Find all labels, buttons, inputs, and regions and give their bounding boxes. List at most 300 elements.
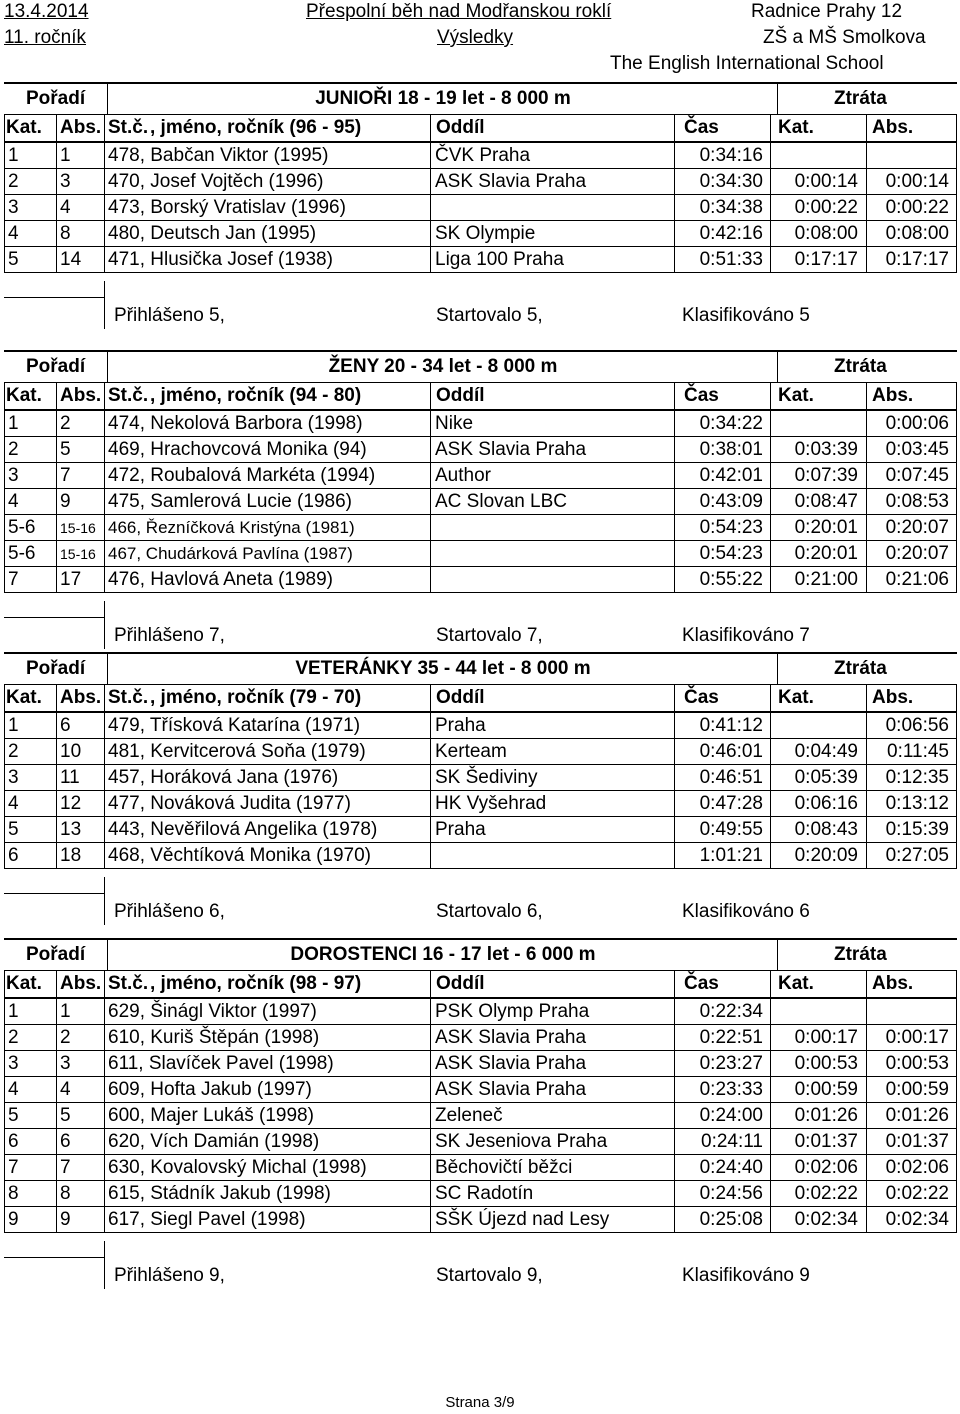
grid-line <box>104 115 105 273</box>
row-name: 475, Samlerová Lucie (1986) <box>108 491 352 512</box>
row-club: ASK Slavia Praha <box>435 439 587 460</box>
row-kat-rank: 6 <box>8 845 19 866</box>
header-event: Přespolní běh nad Modřanskou roklí <box>306 1 612 22</box>
row-time: 0:42:01 <box>699 465 763 486</box>
summary-started: Startovalo 7, <box>436 625 543 646</box>
row-club: Zeleneč <box>435 1105 503 1126</box>
divider <box>777 350 778 382</box>
grid-line <box>4 115 5 273</box>
col-header-kat: Kat. <box>6 117 42 138</box>
result-row <box>0 1155 953 1181</box>
summary-registered: Přihlášeno 6, <box>114 901 225 922</box>
col-header-kat-loss: Kat. <box>778 973 814 994</box>
row-abs-rank: 3 <box>60 171 71 192</box>
row-time: 0:43:09 <box>699 491 763 512</box>
result-row <box>0 1025 953 1051</box>
grid-line <box>104 601 105 649</box>
result-row <box>0 567 953 593</box>
section-poradi-label: Pořadí <box>26 356 86 377</box>
header-doc-type: Výsledky <box>437 27 514 48</box>
row-abs-rank: 1 <box>60 1001 71 1022</box>
row-loss-abs: 0:00:06 <box>885 413 949 434</box>
summary-started: Startovalo 9, <box>436 1265 543 1286</box>
grid-line <box>956 115 957 273</box>
grid-line <box>104 685 105 869</box>
summary-classified: Klasifikováno 5 <box>682 305 810 326</box>
grid-line <box>956 685 957 869</box>
row-loss-kat: 0:02:22 <box>794 1183 858 1204</box>
grid-line <box>866 115 867 273</box>
row-loss-abs: 0:00:14 <box>885 171 949 192</box>
divider <box>107 82 108 114</box>
row-time: 0:47:28 <box>699 793 763 814</box>
row-kat-rank: 1 <box>8 1001 19 1022</box>
col-header-kat-loss: Kat. <box>778 385 814 406</box>
grid-line <box>430 115 431 273</box>
col-header-oddil: Oddíl <box>436 687 485 708</box>
row-loss-kat: 0:08:00 <box>794 223 858 244</box>
grid-line <box>866 685 867 869</box>
result-row <box>0 247 953 273</box>
row-club: ASK Slavia Praha <box>435 1079 587 1100</box>
row-time: 1:01:21 <box>699 845 763 866</box>
row-kat-rank: 2 <box>8 741 19 762</box>
row-loss-abs: 0:15:39 <box>885 819 949 840</box>
row-club: Kerteam <box>435 741 507 762</box>
grid-line <box>770 115 771 273</box>
result-row <box>0 169 953 195</box>
row-club: ASK Slavia Praha <box>435 1053 587 1074</box>
row-divider <box>4 272 957 273</box>
row-abs-rank: 9 <box>60 1209 71 1230</box>
result-row <box>0 515 953 541</box>
grid-line <box>104 877 105 925</box>
page-number: Strana 3/9 <box>445 1394 515 1411</box>
row-loss-abs: 0:00:22 <box>885 197 949 218</box>
row-name: 480, Deutsch Jan (1995) <box>108 223 317 244</box>
result-row <box>0 765 953 791</box>
row-loss-kat: 0:02:06 <box>794 1157 858 1178</box>
row-club: ASK Slavia Praha <box>435 171 587 192</box>
row-kat-rank: 1 <box>8 715 19 736</box>
row-loss-abs: 0:21:06 <box>885 569 949 590</box>
row-loss-abs: 0:20:07 <box>885 543 949 564</box>
row-club: ASK Slavia Praha <box>435 1027 587 1048</box>
row-name: 470, Josef Vojtěch (1996) <box>108 171 324 192</box>
row-abs-rank: 15-16 <box>60 546 96 562</box>
grid-line <box>674 971 675 1233</box>
row-loss-abs: 0:01:37 <box>885 1131 949 1152</box>
divider <box>4 297 104 298</box>
row-abs-rank: 4 <box>60 1079 71 1100</box>
row-kat-rank: 8 <box>8 1183 19 1204</box>
result-row <box>0 489 953 515</box>
result-row <box>0 817 953 843</box>
col-header-kat-loss: Kat. <box>778 687 814 708</box>
row-name: 629, Šinágl Viktor (1997) <box>108 1001 317 1022</box>
row-time: 0:24:56 <box>699 1183 763 1204</box>
divider <box>107 652 108 684</box>
row-loss-kat: 0:17:17 <box>794 249 858 270</box>
row-loss-kat: 0:00:14 <box>794 171 858 192</box>
row-kat-rank: 7 <box>8 1157 19 1178</box>
row-kat-rank: 3 <box>8 1053 19 1074</box>
result-row <box>0 143 953 169</box>
summary-registered: Přihlášeno 7, <box>114 625 225 646</box>
header-school1: ZŠ a MŠ Smolkova <box>763 27 926 48</box>
row-name: 467, Chudárková Pavlína (1987) <box>108 544 353 563</box>
summary-classified: Klasifikováno 6 <box>682 901 810 922</box>
row-abs-rank: 15-16 <box>60 520 96 536</box>
col-header-oddil: Oddíl <box>436 117 485 138</box>
row-time: 0:24:11 <box>701 1131 763 1152</box>
row-loss-kat: 0:20:01 <box>794 517 858 538</box>
header-venue: Radnice Prahy 12 <box>751 1 903 22</box>
row-loss-abs: 0:17:17 <box>885 249 949 270</box>
row-club: SK Šediviny <box>435 767 538 788</box>
section-poradi-label: Pořadí <box>26 88 86 109</box>
grid-line <box>430 971 431 1233</box>
row-name: 617, Siegl Pavel (1998) <box>108 1209 306 1230</box>
section-ztrata-label: Ztráta <box>834 88 887 109</box>
grid-line <box>770 383 771 593</box>
grid-line <box>104 281 105 329</box>
row-name: 609, Hofta Jakub (1997) <box>108 1079 312 1100</box>
row-name: 474, Nekolová Barbora (1998) <box>108 413 363 434</box>
row-name: 473, Borský Vratislav (1996) <box>108 197 346 218</box>
grid-line <box>56 971 57 1233</box>
summary-classified: Klasifikováno 9 <box>682 1265 810 1286</box>
row-name: 468, Věchtíková Monika (1970) <box>108 845 371 866</box>
row-name: 600, Majer Lukáš (1998) <box>108 1105 314 1126</box>
row-club: HK Vyšehrad <box>435 793 547 814</box>
col-header-stc: St.č. <box>108 117 149 138</box>
row-kat-rank: 4 <box>8 491 19 512</box>
row-kat-rank: 2 <box>8 1027 19 1048</box>
col-header-kat: Kat. <box>6 385 42 406</box>
row-name: 466, Řezníčková Kristýna (1981) <box>108 518 355 537</box>
result-row <box>0 791 953 817</box>
col-header-stc: St.č. <box>108 973 149 994</box>
row-time: 0:41:12 <box>699 715 763 736</box>
section-ztrata-label: Ztráta <box>834 356 887 377</box>
row-abs-rank: 18 <box>60 845 82 866</box>
row-time: 0:54:23 <box>699 517 763 538</box>
row-abs-rank: 8 <box>60 1183 71 1204</box>
row-club: SK Jeseniova Praha <box>435 1131 608 1152</box>
col-header-name: , jméno, ročník (79 - 70) <box>150 687 362 708</box>
result-row <box>0 1129 953 1155</box>
summary-started: Startovalo 6, <box>436 901 543 922</box>
row-abs-rank: 4 <box>60 197 71 218</box>
col-header-cas: Čas <box>684 687 719 708</box>
section-poradi-label: Pořadí <box>26 944 86 965</box>
row-name: 620, Vích Damián (1998) <box>108 1131 320 1152</box>
row-club: Praha <box>435 715 486 736</box>
col-header-kat: Kat. <box>6 973 42 994</box>
row-kat-rank: 4 <box>8 793 19 814</box>
row-club: Liga 100 Praha <box>435 249 564 270</box>
row-loss-kat: 0:05:39 <box>794 767 858 788</box>
result-row <box>0 463 953 489</box>
row-loss-abs: 0:00:53 <box>885 1053 949 1074</box>
row-divider <box>4 592 957 593</box>
section-title: ŽENY 20 - 34 let - 8 000 m <box>328 356 558 377</box>
row-loss-kat: 0:00:22 <box>794 197 858 218</box>
result-row <box>0 843 953 869</box>
section-title: VETERÁNKY 35 - 44 let - 8 000 m <box>295 658 591 679</box>
result-row <box>0 1207 953 1233</box>
col-header-abs: Abs. <box>60 117 102 138</box>
row-loss-abs: 0:08:53 <box>885 491 949 512</box>
summary-started: Startovalo 5, <box>436 305 543 326</box>
result-row <box>0 1077 953 1103</box>
row-time: 0:38:01 <box>699 439 763 460</box>
result-row <box>0 1181 953 1207</box>
row-loss-kat: 0:04:49 <box>794 741 858 762</box>
row-time: 0:46:51 <box>699 767 763 788</box>
row-abs-rank: 12 <box>60 793 82 814</box>
row-name: 481, Kervitcerová Soňa (1979) <box>108 741 366 762</box>
col-header-kat: Kat. <box>6 687 42 708</box>
row-club: SC Radotín <box>435 1183 534 1204</box>
row-kat-rank: 5 <box>8 1105 19 1126</box>
row-loss-kat: 0:00:17 <box>794 1027 858 1048</box>
col-header-oddil: Oddíl <box>436 973 485 994</box>
row-abs-rank: 14 <box>60 249 82 270</box>
row-name: 610, Kuriš Štěpán (1998) <box>108 1027 320 1048</box>
row-loss-kat: 0:08:43 <box>794 819 858 840</box>
row-loss-kat: 0:20:09 <box>794 845 858 866</box>
row-abs-rank: 7 <box>60 1157 71 1178</box>
col-header-oddil: Oddíl <box>436 385 485 406</box>
row-time: 0:46:01 <box>699 741 763 762</box>
grid-line <box>956 383 957 593</box>
row-time: 0:23:33 <box>699 1079 763 1100</box>
row-club: ČVK Praha <box>435 145 531 166</box>
row-loss-abs: 0:02:34 <box>885 1209 949 1230</box>
row-loss-kat: 0:03:39 <box>794 439 858 460</box>
divider <box>777 938 778 970</box>
row-loss-abs: 0:27:05 <box>885 845 949 866</box>
row-club: PSK Olymp Praha <box>435 1001 590 1022</box>
row-name: 478, Babčan Viktor (1995) <box>108 145 329 166</box>
grid-line <box>674 685 675 869</box>
summary-registered: Přihlášeno 5, <box>114 305 225 326</box>
grid-line <box>430 383 431 593</box>
row-time: 0:34:22 <box>699 413 763 434</box>
row-club: Nike <box>435 413 474 434</box>
row-loss-abs: 0:00:17 <box>885 1027 949 1048</box>
section-ztrata-label: Ztráta <box>834 658 887 679</box>
section-title: JUNIOŘI 18 - 19 let - 8 000 m <box>315 88 571 109</box>
col-header-name: , jméno, ročník (98 - 97) <box>150 973 362 994</box>
row-time: 0:23:27 <box>699 1053 763 1074</box>
row-kat-rank: 4 <box>8 1079 19 1100</box>
row-loss-abs: 0:06:56 <box>885 715 949 736</box>
result-row <box>0 999 953 1025</box>
row-loss-abs: 0:08:00 <box>885 223 949 244</box>
row-kat-rank: 2 <box>8 439 19 460</box>
row-time: 0:25:08 <box>699 1209 763 1230</box>
row-loss-kat: 0:08:47 <box>794 491 858 512</box>
row-abs-rank: 5 <box>60 439 71 460</box>
row-name: 479, Třísková Katarína (1971) <box>108 715 361 736</box>
row-abs-rank: 8 <box>60 223 71 244</box>
row-loss-abs: 0:20:07 <box>885 517 949 538</box>
row-name: 471, Hlusička Josef (1938) <box>108 249 333 270</box>
grid-line <box>956 971 957 1233</box>
col-header-cas: Čas <box>684 973 719 994</box>
row-loss-abs: 0:13:12 <box>885 793 949 814</box>
grid-line <box>770 971 771 1233</box>
row-time: 0:34:30 <box>699 171 763 192</box>
grid-line <box>430 685 431 869</box>
row-loss-abs: 0:01:26 <box>885 1105 949 1126</box>
row-loss-kat: 0:06:16 <box>794 793 858 814</box>
result-row <box>0 541 953 567</box>
col-header-abs-loss: Abs. <box>872 687 914 708</box>
row-kat-rank: 6 <box>8 1131 19 1152</box>
row-loss-kat: 0:01:26 <box>794 1105 858 1126</box>
col-header-name: , jméno, ročník (94 - 80) <box>150 385 362 406</box>
row-abs-rank: 1 <box>60 145 71 166</box>
row-name: 472, Roubalová Markéta (1994) <box>108 465 376 486</box>
grid-line <box>4 383 5 593</box>
row-name: 443, Nevěřilová Angelika (1978) <box>108 819 378 840</box>
result-row <box>0 1051 953 1077</box>
row-loss-kat: 0:21:00 <box>794 569 858 590</box>
grid-line <box>4 971 5 1233</box>
row-loss-abs: 0:00:59 <box>885 1079 949 1100</box>
row-club: Praha <box>435 819 486 840</box>
divider <box>4 893 104 894</box>
col-header-name: , jméno, ročník (96 - 95) <box>150 117 362 138</box>
row-club: SŠK Újezd nad Lesy <box>435 1209 610 1230</box>
col-header-abs: Abs. <box>60 385 102 406</box>
row-name: 469, Hrachovcová Monika (94) <box>108 439 367 460</box>
grid-line <box>770 685 771 869</box>
row-time: 0:24:40 <box>699 1157 763 1178</box>
row-kat-rank: 4 <box>8 223 19 244</box>
row-abs-rank: 3 <box>60 1053 71 1074</box>
row-name: 457, Horáková Jana (1976) <box>108 767 339 788</box>
row-club: SK Olympie <box>435 223 536 244</box>
col-header-stc: St.č. <box>108 385 149 406</box>
col-header-abs-loss: Abs. <box>872 385 914 406</box>
header-date: 13.4.2014 <box>4 1 89 22</box>
summary-registered: Přihlášeno 9, <box>114 1265 225 1286</box>
row-loss-abs: 0:02:22 <box>885 1183 949 1204</box>
row-abs-rank: 17 <box>60 569 82 590</box>
row-name: 477, Nováková Judita (1977) <box>108 793 351 814</box>
grid-line <box>56 115 57 273</box>
row-kat-rank: 3 <box>8 197 19 218</box>
grid-line <box>866 971 867 1233</box>
divider <box>4 1257 104 1258</box>
row-loss-kat: 0:20:01 <box>794 543 858 564</box>
row-time: 0:54:23 <box>699 543 763 564</box>
row-kat-rank: 7 <box>8 569 19 590</box>
result-row <box>0 713 953 739</box>
row-club: Author <box>435 465 491 486</box>
result-row <box>0 411 953 437</box>
row-abs-rank: 2 <box>60 1027 71 1048</box>
col-header-kat-loss: Kat. <box>778 117 814 138</box>
result-row <box>0 1103 953 1129</box>
row-loss-abs: 0:02:06 <box>885 1157 949 1178</box>
row-loss-abs: 0:07:45 <box>885 465 949 486</box>
divider <box>777 82 778 114</box>
col-header-stc: St.č. <box>108 687 149 708</box>
row-name: 611, Slavíček Pavel (1998) <box>108 1053 334 1074</box>
row-kat-rank: 5 <box>8 819 19 840</box>
row-abs-rank: 13 <box>60 819 82 840</box>
row-time: 0:55:22 <box>699 569 763 590</box>
grid-line <box>104 971 105 1233</box>
grid-line <box>104 1241 105 1289</box>
section-poradi-label: Pořadí <box>26 658 86 679</box>
row-kat-rank: 2 <box>8 171 19 192</box>
divider <box>4 617 104 618</box>
row-kat-rank: 5 <box>8 249 19 270</box>
row-kat-rank: 3 <box>8 465 19 486</box>
row-loss-abs: 0:12:35 <box>885 767 949 788</box>
row-loss-kat: 0:02:34 <box>794 1209 858 1230</box>
col-header-abs-loss: Abs. <box>872 117 914 138</box>
col-header-abs-loss: Abs. <box>872 973 914 994</box>
row-abs-rank: 10 <box>60 741 82 762</box>
row-abs-rank: 2 <box>60 413 71 434</box>
result-row <box>0 437 953 463</box>
grid-line <box>866 383 867 593</box>
row-loss-kat: 0:01:37 <box>794 1131 858 1152</box>
row-time: 0:34:38 <box>699 197 763 218</box>
row-loss-abs: 0:03:45 <box>885 439 949 460</box>
row-divider <box>4 1232 957 1233</box>
result-row <box>0 195 953 221</box>
divider <box>107 350 108 382</box>
row-time: 0:24:00 <box>699 1105 763 1126</box>
row-kat-rank: 5-6 <box>8 517 36 538</box>
row-kat-rank: 1 <box>8 145 19 166</box>
grid-line <box>104 383 105 593</box>
col-header-cas: Čas <box>684 385 719 406</box>
row-time: 0:22:34 <box>699 1001 763 1022</box>
row-club: AC Slovan LBC <box>435 491 568 512</box>
row-kat-rank: 1 <box>8 413 19 434</box>
section-title: DOROSTENCI 16 - 17 let - 6 000 m <box>290 944 596 965</box>
section-ztrata-label: Ztráta <box>834 944 887 965</box>
result-row <box>0 221 953 247</box>
row-time: 0:34:16 <box>699 145 763 166</box>
row-kat-rank: 9 <box>8 1209 19 1230</box>
row-abs-rank: 7 <box>60 465 71 486</box>
row-divider <box>4 868 957 869</box>
divider <box>777 652 778 684</box>
row-abs-rank: 6 <box>60 1131 71 1152</box>
row-abs-rank: 9 <box>60 491 71 512</box>
grid-line <box>674 115 675 273</box>
row-abs-rank: 5 <box>60 1105 71 1126</box>
row-name: 615, Stádník Jakub (1998) <box>108 1183 331 1204</box>
row-time: 0:49:55 <box>699 819 763 840</box>
divider <box>107 938 108 970</box>
grid-line <box>4 685 5 869</box>
row-name: 476, Havlová Aneta (1989) <box>108 569 333 590</box>
summary-classified: Klasifikováno 7 <box>682 625 810 646</box>
grid-line <box>674 383 675 593</box>
